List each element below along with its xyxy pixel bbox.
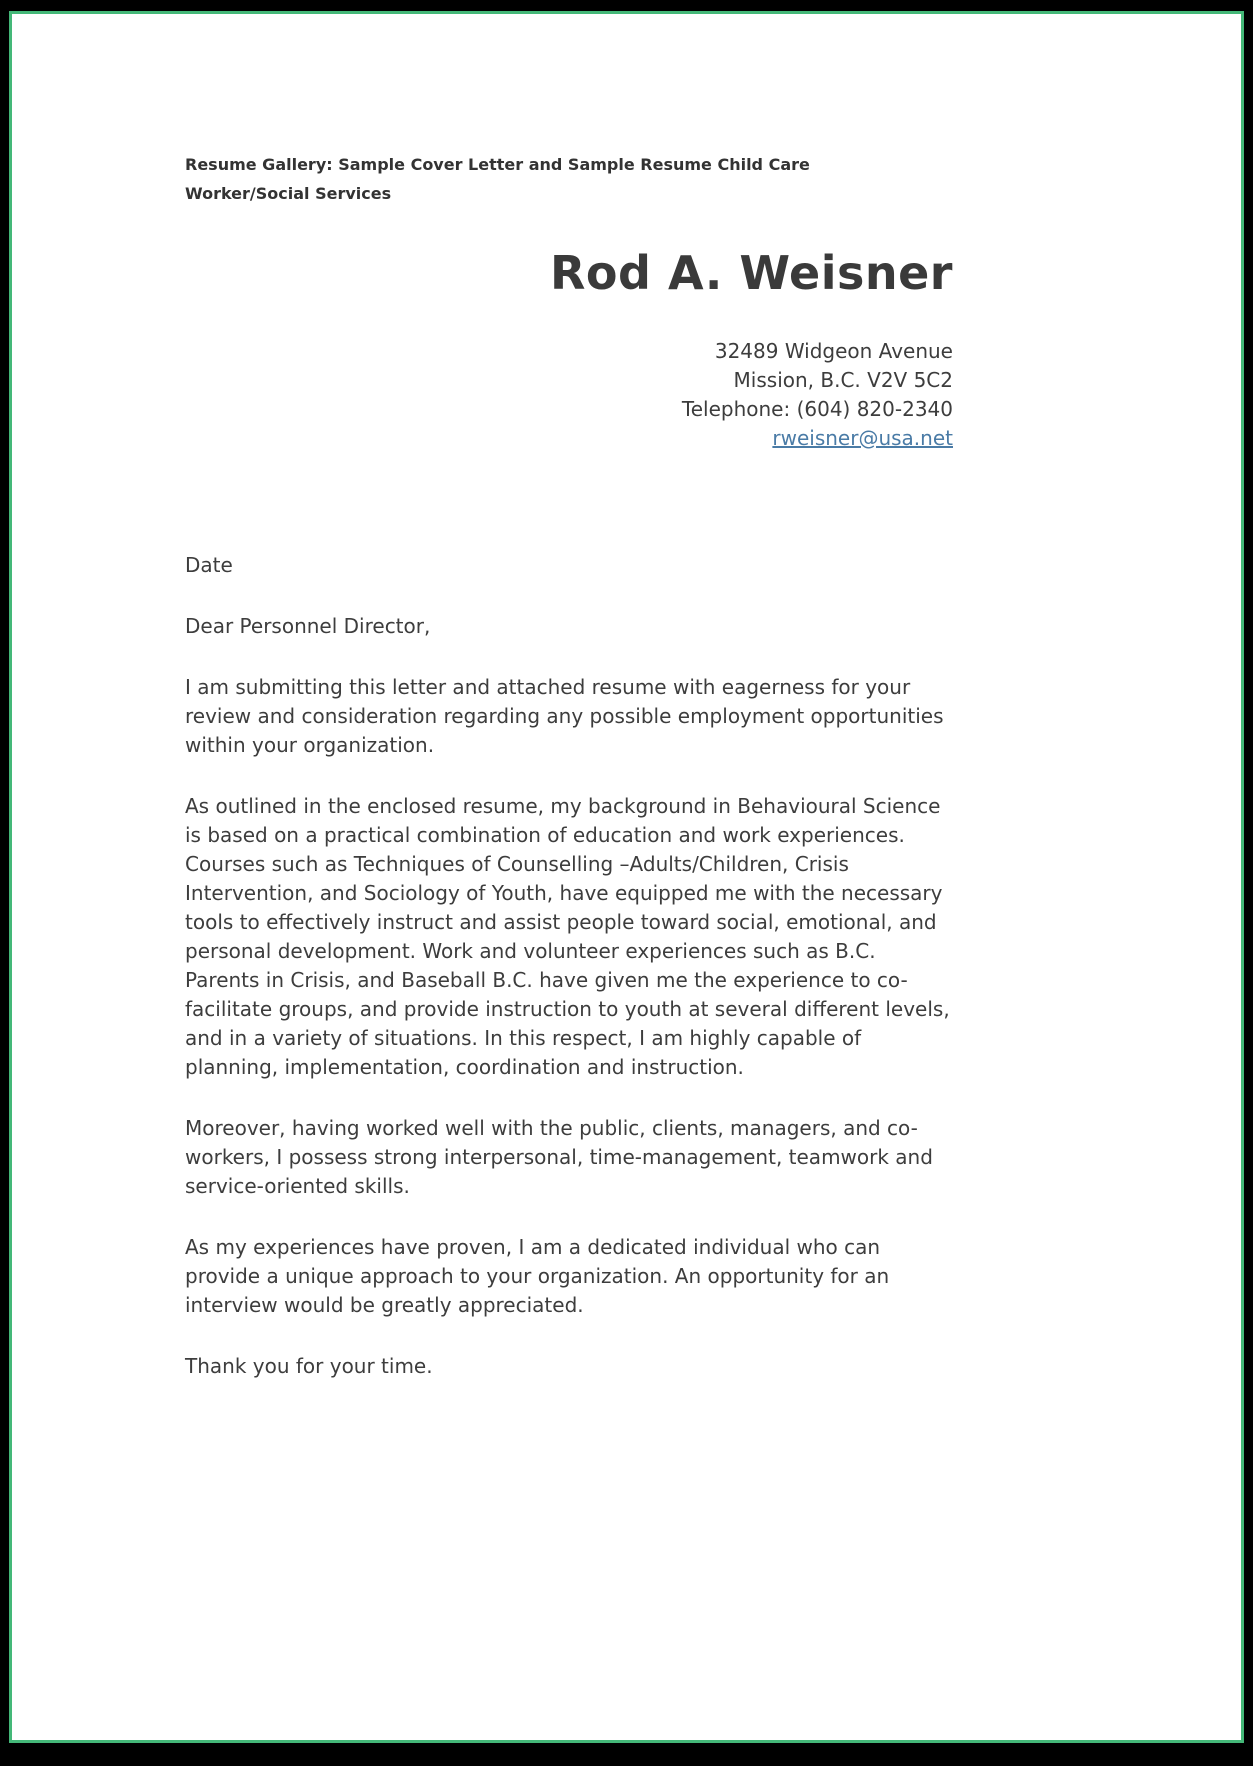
letter-page [9, 11, 1244, 1743]
sender-address-block [185, 337, 953, 453]
address-line-1: 32489 Widgeon Avenue [714, 339, 953, 363]
sender-name: Rod A. Weisner [550, 246, 953, 300]
letter-content [12, 14, 953, 1381]
date-label: Date [185, 553, 233, 577]
closing-line: Thank you for your time. [185, 1354, 433, 1378]
paragraph-4: As my experiences have proven, I am a dedicated individual who can provide a unique approach to your organization. An opportunity for an interview would be greatly appreciated. [185, 1235, 890, 1317]
paragraph-2: As outlined in the enclosed resume, my background in Behavioural Science is based on a practical combination of education and work experiences. Courses such as Techniques of Counselling –Adults/Children, Crisis Intervention, and Sociology of Youth, have equipped me with the necessary tools to effectively instruct and assist people toward social, emotional, and personal development. Work and volunteer experiences such as B.C. Parents in Crisis, and Baseball B.C. have given me the experience to co-facilitate groups, and provide instruction to youth at several different levels, and in a variety of situations. In this respect, I am highly capable of planning, implementation, coordination and instruction. [185, 794, 950, 1079]
email-line [185, 424, 953, 453]
page-title: Resume Gallery: Sample Cover Letter and Sample Resume Child Care Worker/Social Services [185, 155, 810, 203]
paragraph-1: I am submitting this letter and attached resume with eagerness for your review and consideration regarding any possible employment opportunities within your organization. [185, 675, 944, 757]
address-line-2: Mission, B.C. V2V 5C2 [733, 368, 953, 392]
email-link[interactable]: rweisner@usa.net [772, 426, 953, 450]
paragraph-3: Moreover, having worked well with the public, clients, managers, and co-workers, I possess strong interpersonal, time-management, teamwork and service-oriented skills. [185, 1116, 933, 1198]
salutation: Dear Personnel Director, [185, 614, 431, 638]
letter-body [185, 551, 953, 1381]
phone-line: Telephone: (604) 820-2340 [681, 397, 953, 421]
